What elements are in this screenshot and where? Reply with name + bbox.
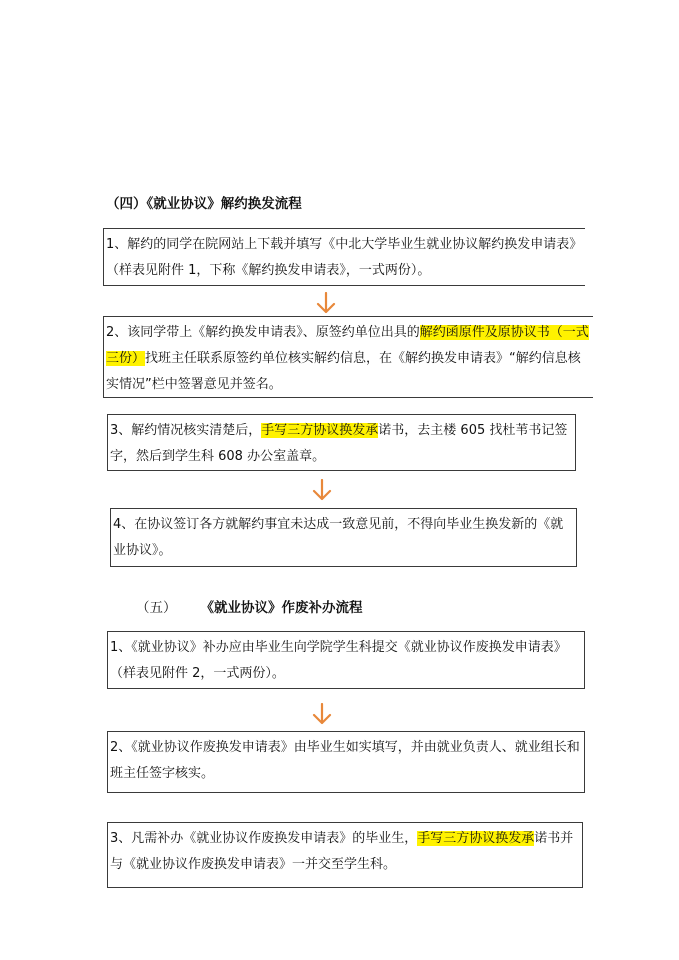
section-4-step-4 xyxy=(110,508,577,567)
step-text-highlight: 手写三方协议换发承 xyxy=(417,831,535,846)
step-text: 2、《就业协议作废换发申请表》由毕业生如实填写，并由就业负责人、就业组长和班主任签字核实。 xyxy=(110,740,580,781)
step-text: 1、《就业协议》补办应由毕业生向学院学生科提交《就业协议作废换发申请表》（样表见附件 2，一式两份）。 xyxy=(110,640,567,681)
arrow-down-icon xyxy=(315,292,337,314)
step-text-after: 诺书并与《就业协议作废换发申请表》一并交至学生科。 xyxy=(110,831,574,872)
step-text-after: 找班主任联系原签约单位核实解约信息，在《解约换发申请表》“解约信息核实情况”栏中签署意见并签名。 xyxy=(106,351,581,392)
step-text-before: 3、解约情况核实清楚后， xyxy=(110,423,262,438)
section-5-title-text: 《就业协议》作废补办流程 xyxy=(200,600,363,616)
section-4-step-1 xyxy=(103,228,585,286)
step-text: 1、解约的同学在院网站上下载并填写《中北大学毕业生就业协议解约换发申请表》（样表见附件 1，下称《解约换发申请表》，一式两份）。 xyxy=(106,237,583,278)
section-5-number: （五） xyxy=(136,600,177,616)
step-text-before: 3、凡需补办《就业协议作废换发申请表》的毕业生， xyxy=(110,831,418,846)
step-text-before: 2、该同学带上《解约换发申请表》、原签约单位出具的 xyxy=(106,325,420,340)
section-4-step-3 xyxy=(107,414,576,471)
arrow-down-icon xyxy=(311,703,333,725)
step-text-highlight: 手写三方协议换发承 xyxy=(261,423,379,438)
section-4-step-2 xyxy=(103,316,593,398)
section-5-title xyxy=(136,598,363,618)
section-4-title: （四）《就业协议》解约换发流程 xyxy=(106,196,302,212)
step-text: 4、在协议签订各方就解约事宜未达成一致意见前，不得向毕业生换发新的《就业协议》。 xyxy=(113,517,564,558)
arrow-down-icon xyxy=(311,479,333,501)
step-text-after: 诺书，去主楼 605 找杜苇书记签字，然后到学生科 608 办公室盖章。 xyxy=(110,423,568,464)
section-5-step-3 xyxy=(107,822,583,888)
section-5-step-2 xyxy=(107,731,585,793)
section-5-step-1 xyxy=(107,631,585,689)
step-text-highlight: 解约函原件及原协议书（一式三份） xyxy=(106,325,589,366)
